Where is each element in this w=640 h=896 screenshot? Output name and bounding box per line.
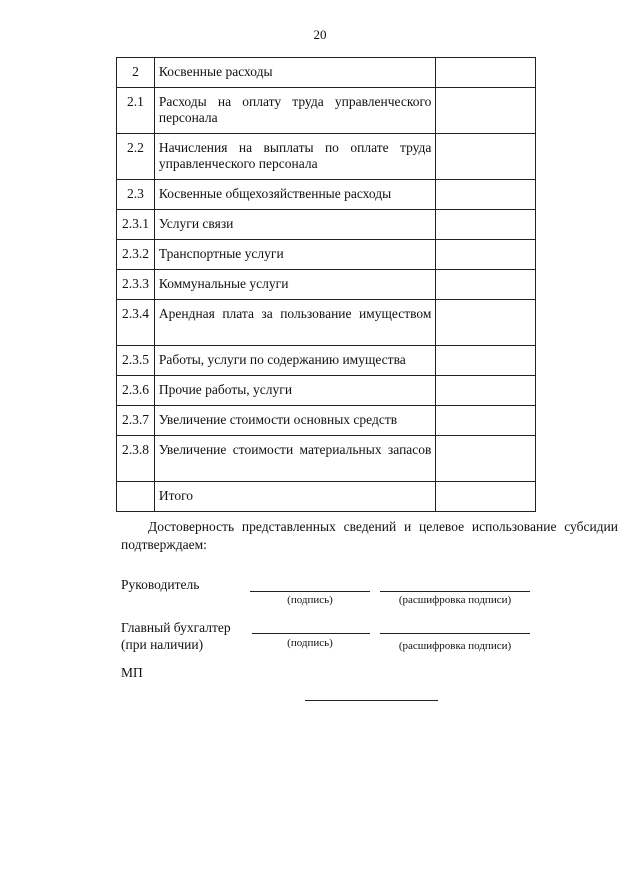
accountant-signature-line[interactable] — [252, 633, 370, 634]
row-name: Начисления на выплаты по оплате труда управленческого персонала — [154, 134, 436, 180]
row-number: 2.2 — [117, 134, 155, 180]
table-row-total — [117, 482, 536, 512]
decoding-caption: (расшифровка подписи) — [398, 640, 512, 652]
row-value — [436, 58, 536, 88]
table-row — [117, 270, 536, 300]
table-row — [117, 210, 536, 240]
expenses-table — [116, 57, 536, 512]
row-number: 2.3 — [117, 180, 155, 210]
signature-caption: (подпись) — [287, 594, 333, 606]
accountant-decoding-line[interactable] — [380, 633, 530, 634]
head-decoding-line[interactable] — [380, 591, 530, 592]
table-row — [117, 406, 536, 436]
row-number: 2.3.1 — [117, 210, 155, 240]
row-name: Коммунальные услуги — [154, 270, 436, 300]
row-name: Транспортные услуги — [154, 240, 436, 270]
row-name: Услуги связи — [154, 210, 436, 240]
row-name: Увеличение стоимости основных средств — [154, 406, 436, 436]
row-value — [436, 270, 536, 300]
row-number: 2.3.6 — [117, 376, 155, 406]
bottom-line — [305, 700, 438, 701]
row-value — [436, 406, 536, 436]
row-name: Увеличение стоимости материальных запасов — [154, 436, 436, 482]
table-row — [117, 346, 536, 376]
row-name: Арендная плата за пользование имуществом — [154, 300, 436, 346]
row-number: 2 — [117, 58, 155, 88]
row-value — [436, 134, 536, 180]
row-value — [436, 180, 536, 210]
head-signature-line[interactable] — [250, 591, 370, 592]
table-row — [117, 134, 536, 180]
page-number: 20 — [313, 27, 327, 42]
accountant-note: (при наличии) — [121, 637, 204, 652]
accountant-label: Главный бухгалтер — [121, 620, 231, 635]
row-value — [436, 240, 536, 270]
row-value — [436, 88, 536, 134]
decoding-caption: (расшифровка подписи) — [398, 594, 512, 606]
row-value — [436, 436, 536, 482]
row-number: 2.3.5 — [117, 346, 155, 376]
row-number: 2.3.3 — [117, 270, 155, 300]
signature-caption: (подпись) — [287, 637, 333, 649]
row-value — [436, 210, 536, 240]
table-row — [117, 436, 536, 482]
row-name: Работы, услуги по содержанию имущества — [154, 346, 436, 376]
row-value — [436, 376, 536, 406]
table-row — [117, 58, 536, 88]
row-number: 2.3.2 — [117, 240, 155, 270]
table-row — [117, 240, 536, 270]
confirmation-text: Достоверность представленных сведений и целевое использование субсидии подтверждаем: — [121, 519, 618, 552]
seal-label: МП — [121, 665, 143, 680]
table-row — [117, 88, 536, 134]
row-name: Прочие работы, услуги — [154, 376, 436, 406]
table-row — [117, 376, 536, 406]
row-value — [436, 300, 536, 346]
table-row — [117, 180, 536, 210]
row-number: 2.3.8 — [117, 436, 155, 482]
row-value — [436, 346, 536, 376]
row-number — [117, 482, 155, 512]
row-number: 2.1 — [117, 88, 155, 134]
row-number: 2.3.7 — [117, 406, 155, 436]
row-name: Косвенные расходы — [154, 58, 436, 88]
row-number: 2.3.4 — [117, 300, 155, 346]
table-row — [117, 300, 536, 346]
row-name: Расходы на оплату труда управленческого персонала — [154, 88, 436, 134]
row-value — [436, 482, 536, 512]
row-name: Итого — [154, 482, 436, 512]
head-label: Руководитель — [121, 577, 200, 592]
row-name: Косвенные общехозяйственные расходы — [154, 180, 436, 210]
